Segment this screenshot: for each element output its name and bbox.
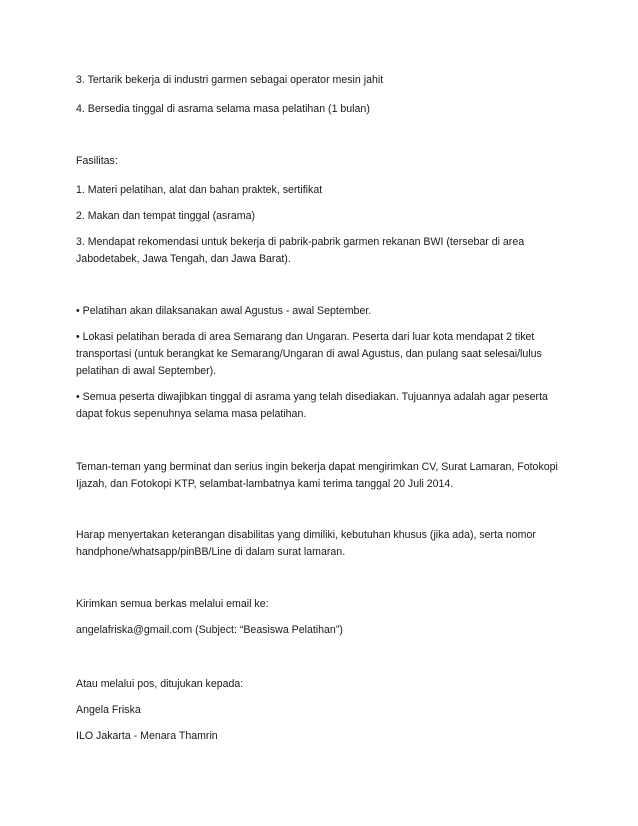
note-bullet-3-line-1: • Semua peserta diwajibkan tinggal di asrama yang telah disediakan. Tujuannya adalah agar peserta — [76, 391, 548, 403]
facility-item-1: 1. Materi pelatihan, alat dan bahan praktek, sertifikat — [76, 184, 323, 196]
requirement-item-3: 3. Tertarik bekerja di industri garmen sebagai operator mesin jahit — [76, 74, 384, 86]
note-bullet-2-line-2: transportasi (untuk berangkat ke Semarang/Ungaran di awal Agustus, dan pulang saat selesai/lulus — [76, 348, 542, 360]
email-address: angelafriska@gmail.com (Subject: “Beasiswa Pelatihan”) — [76, 624, 343, 636]
recipient-name: Angela Friska — [76, 704, 141, 716]
note-bullet-2-line-3: pelatihan di awal September). — [76, 365, 217, 377]
note-bullet-3-line-2: dapat fokus sepenuhnya selama masa pelatihan. — [76, 408, 307, 420]
note-bullet-1: • Pelatihan akan dilaksanakan awal Agustus - awal September. — [76, 305, 372, 317]
application-line-1: Teman-teman yang berminat dan serius ingin bekerja dapat mengirimkan CV, Surat Lamaran, Fotokopi — [76, 461, 558, 473]
note-bullet-2-line-1: • Lokasi pelatihan berada di area Semarang dan Ungaran. Peserta dari luar kota mendapat 2 tiket — [76, 331, 535, 343]
disability-note-line-1: Harap menyertakan keterangan disabilitas yang dimiliki, kebutuhan khusus (jika ada), serta nomor — [76, 529, 536, 541]
facilities-heading: Fasilitas: — [76, 155, 118, 167]
disability-note-line-2: handphone/whatsapp/pinBB/Line di dalam surat lamaran. — [76, 546, 346, 558]
facility-item-3-line-2: Jabodetabek, Jawa Tengah, dan Jawa Barat). — [76, 253, 291, 265]
requirement-item-4: 4. Bersedia tinggal di asrama selama masa pelatihan (1 bulan) — [76, 103, 370, 115]
facility-item-3-line-1: 3. Mendapat rekomendasi untuk bekerja di pabrik-pabrik garmen rekanan BWI (tersebar di area — [76, 236, 525, 248]
facility-item-2: 2. Makan dan tempat tinggal (asrama) — [76, 210, 256, 222]
application-line-2: Ijazah, dan Fotokopi KTP, selambat-lambatnya kami terima tanggal 20 Juli 2014. — [76, 478, 454, 490]
recipient-office: ILO Jakarta - Menara Thamrin — [76, 730, 218, 742]
post-label: Atau melalui pos, ditujukan kepada: — [76, 678, 244, 690]
email-label: Kirimkan semua berkas melalui email ke: — [76, 598, 269, 610]
